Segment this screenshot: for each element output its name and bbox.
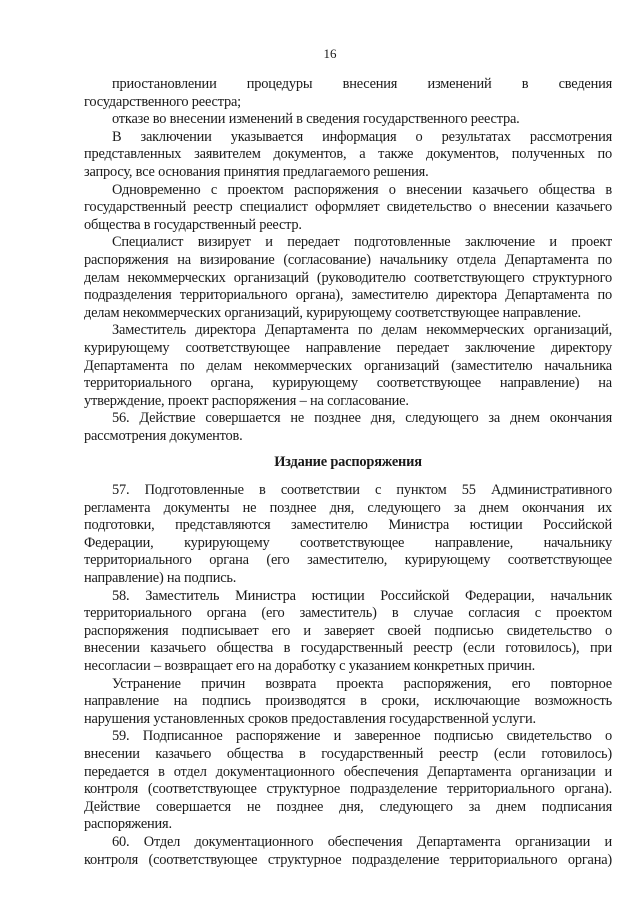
text-line: подготовки, представляются заместителю Министра юстиции Российской bbox=[84, 517, 612, 534]
text-line: общества в государственный реестр. bbox=[84, 216, 302, 233]
text-line: направление) на подпись. bbox=[84, 570, 237, 587]
text-line: делам некоммерческих организаций (руководителю соответствующего структурного bbox=[84, 269, 612, 286]
paragraph bbox=[84, 322, 612, 410]
page-number: 16 bbox=[323, 46, 337, 61]
text-line: 59. Подписанное распоряжение и заверенное подписью свидетельство о bbox=[112, 728, 612, 745]
text-line: Заместитель директора Департамента по делам некоммерческих организаций, bbox=[112, 322, 612, 339]
text-line: 56. Действие совершается не позднее дня, следующего за днем окончания bbox=[112, 410, 612, 427]
text-line: Специалист визирует и передает подготовленные заключение и проект bbox=[112, 234, 612, 251]
text-line: Одновременно с проектом распоряжения о внесении казачьего общества в bbox=[112, 181, 612, 198]
text-line: государственного реестра; bbox=[84, 93, 241, 110]
text-line: направление на подпись производятся в сроки, исключающие возможность bbox=[84, 693, 612, 710]
text-line: курирующему соответствующее направление передает заключение директору bbox=[84, 339, 612, 356]
text-line: несогласии – возвращает его на доработку с указанием конкретных причин. bbox=[84, 658, 536, 674]
text-line: территориального органа, курирующему соответствующее направление) на bbox=[84, 375, 612, 392]
paragraph bbox=[84, 588, 612, 676]
text-line: 60. Отдел документационного обеспечения Департамента организации и bbox=[112, 833, 612, 850]
text-line: внесении казачьего общества в государственный реестр (если готовилось) bbox=[84, 745, 612, 762]
text-line: регламента документы не позднее дня, следующего за днем окончания их bbox=[84, 499, 612, 516]
text-line: Действие совершается не позднее дня, следующего за днем подписания bbox=[84, 798, 612, 815]
text-line: территориального органа (его заместитель) в случае согласия с проектом bbox=[84, 605, 612, 622]
text-line: распоряжения на визирование (согласование) начальнику отдела Департамента по bbox=[84, 251, 612, 268]
paragraph bbox=[84, 834, 612, 869]
paragraph bbox=[84, 676, 612, 729]
paragraphs-before-heading bbox=[84, 76, 612, 445]
text-line: делам некоммерческих организаций, курирующему соответствующее направление. bbox=[84, 304, 581, 321]
paragraph bbox=[84, 234, 612, 322]
paragraph bbox=[84, 728, 612, 834]
text-line: подразделения территориального органа), заместителю директора Департамента по bbox=[84, 287, 612, 304]
text-line: утверждение, проект распоряжения – на согласование. bbox=[84, 392, 409, 409]
text-line: нарушения установленных сроков предоставления государственной услуги. bbox=[84, 710, 536, 727]
text-line: запросу, все основания принятия предлагаемого решения. bbox=[84, 163, 429, 180]
paragraph bbox=[84, 410, 612, 445]
text-line: В заключении указывается информация о результатах рассмотрения bbox=[112, 128, 612, 145]
text-line: отказе во внесении изменений в сведения государственного реестра. bbox=[112, 111, 520, 128]
text-line: рассмотрения документов. bbox=[84, 427, 243, 444]
text-line: территориального органа (его заместителю, курирующему соответствующее bbox=[84, 552, 612, 569]
paragraphs-after-heading bbox=[84, 482, 612, 869]
paragraph bbox=[84, 182, 612, 235]
text-line: Устранение причин возврата проекта распоряжения, его повторное bbox=[112, 675, 612, 692]
text-line: приостановлении процедуры внесения изменений в сведения bbox=[112, 76, 612, 92]
text-line: представленных заявителем документов, а также документов, полученных по bbox=[84, 146, 612, 163]
text-line: внесении казачьего общества в государственный реестр (если готовилось), при bbox=[84, 640, 612, 657]
text-line: передается в отдел документационного обеспечения Департамента организации и bbox=[84, 763, 612, 780]
text-line: 58. Заместитель Министра юстиции Российской Федерации, начальник bbox=[112, 587, 612, 604]
paragraph bbox=[84, 111, 612, 129]
text-line: распоряжения подписывает его и заверяет своей подписью свидетельство о bbox=[84, 622, 612, 639]
section-heading: Издание распоряжения bbox=[274, 454, 422, 471]
paragraph bbox=[84, 482, 612, 588]
paragraph bbox=[84, 129, 612, 182]
document-body bbox=[84, 76, 612, 869]
text-line: Федерации, курирующему соответствующее направление, начальнику bbox=[84, 534, 612, 551]
text-line: 57. Подготовленные в соответствии с пунктом 55 Административного bbox=[112, 482, 612, 499]
text-line: контроля (соответствующее структурное подразделение территориального органа) bbox=[84, 851, 612, 868]
text-line: распоряжения. bbox=[84, 816, 172, 833]
text-line: государственный реестр специалист оформляет свидетельство о внесении казачьего bbox=[84, 199, 612, 216]
paragraph bbox=[84, 76, 612, 111]
text-line: Департамента по делам некоммерческих организаций (заместителю начальника bbox=[84, 357, 612, 374]
text-line: контроля (соответствующее структурное подразделение территориального органа). bbox=[84, 781, 612, 798]
